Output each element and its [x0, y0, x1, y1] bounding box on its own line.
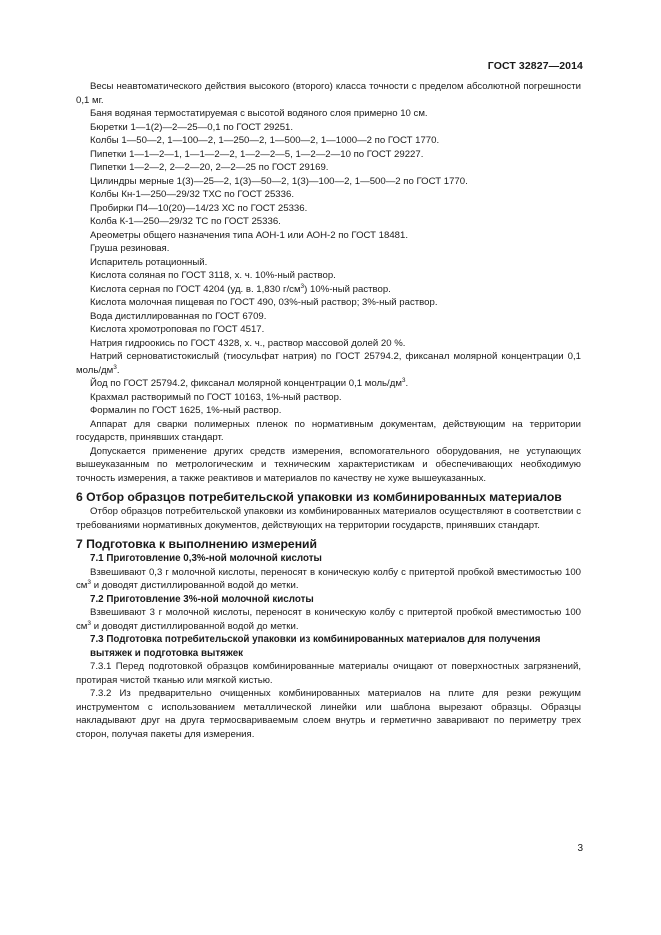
equipment-item: Кислота соляная по ГОСТ 3118, х. ч. 10%-ный раствор.: [90, 270, 336, 281]
equipment-item: Ареометры общего назначения типа АОН-1 или АОН-2 по ГОСТ 18481.: [90, 229, 409, 241]
equipment-item: Натрия гидроокись по ГОСТ 4328, х. ч., раствор массовой долей 20 %.: [90, 337, 406, 349]
subsection-7-2-title: 7.2 Приготовление 3%-ной молочной кислоты: [90, 593, 314, 605]
section-6-title: 6 Отбор образцов потребительской упаковки из комбинированных материалов: [76, 490, 562, 504]
equipment-item: Колба К-1—250—29/32 ТС по ГОСТ 25336.: [90, 216, 281, 227]
equipment-item: Пипетки 1—2—2, 2—2—20, 2—2—25 по ГОСТ 29169.: [90, 162, 329, 173]
document-header-id: ГОСТ 32827—2014: [487, 60, 583, 72]
equipment-item: Пипетки 1—1—2—1, 1—1—2—2, 1—2—2—5, 1—2—2—10 по ГОСТ 29227.: [90, 148, 424, 160]
equipment-item: Груша резиновая.: [90, 243, 170, 254]
equipment-item: Колбы 1—50—2, 1—100—2, 1—250—2, 1—500—2, 1—1000—2 по ГОСТ 1770.: [90, 135, 440, 146]
equipment-item: Вода дистиллированная по ГОСТ 6709.: [90, 310, 267, 322]
equipment-item: Кислота хромотроповая по ГОСТ 4517.: [90, 324, 265, 335]
subsection-7-3-2-text: 7.3.2 Из предварительно очищенных комбинированных материалов на плите для резки режущим инструментом с использованием металлической линейки или шаблона вырезают образцы. Образцы накладывают друг на друга термосвариваемым слоем внутрь и герметично заваривают по периметру трех сторон, получая пакеты для измерения.: [76, 688, 581, 740]
equipment-item: Бюретки 1—1(2)—2—25—0,1 по ГОСТ 29251.: [90, 121, 294, 133]
section-6-text: Отбор образцов потребительской упаковки из комбинированных материалов осуществляют в соответствии с требованиями нормативных документов, действующих на территории государств, принявших стандарт.: [76, 506, 581, 531]
subsection-7-1-text: Взвешивают 0,3 г молочной кислоты, переносят в коническую колбу с притертой пробкой вместимостью 100 $см^3$ и доводят дистиллированной водой до метки.: [76, 566, 581, 591]
equipment-item: Цилиндры мерные 1(3)—25—2, 1(3)—50—2, 1(3)—100—2, 1—500—2 по ГОСТ 1770.: [90, 175, 468, 187]
subsection-7-2-text: Взвешивают 3 г молочной кислоты, переносят в коническую колбу с притертой пробкой вместимостью 100 $см^3$ и доводят дистиллированной водой до метки.: [76, 607, 581, 632]
equipment-item-sulfuric-acid: Кислота серная по ГОСТ 4204 (уд. в. 1,830 $г/см^3$) 10%-ный раствор.: [90, 282, 391, 295]
equipment-item: Аппарат для сварки полимерных пленок по нормативным документам, действующим на территории государств, принявших стандарт.: [76, 418, 581, 443]
document-body: [76, 80, 581, 741]
equipment-item: Испаритель ротационный.: [90, 256, 208, 268]
page-number: 3: [577, 843, 583, 854]
equipment-item: Крахмал растворимый по ГОСТ 10163, 1%-ный раствор.: [90, 391, 342, 403]
equipment-item: Баня водяная термостатируемая с высотой водяного слоя примерно 10 см.: [90, 108, 428, 119]
equipment-item: Кислота молочная пищевая по ГОСТ 490, 03%-ный раствор; 3%-ный раствор.: [90, 297, 438, 308]
subsection-7-1-title: 7.1 Приготовление 0,3%-ной молочной кислоты: [90, 553, 322, 564]
subsection-7-3-title: 7.3 Подготовка потребительской упаковки из комбинированных материалов для получения вытяжек и подготовка вытяжек: [90, 634, 541, 659]
equipment-note: Допускается применение других средств измерения, вспомогательного оборудования, не уступающих вышеуказанным по метрологическим и техническим характеристикам и обеспечивающих необходимую точность измерения, а также реактивов и материалов по качеству не хуже вышеуказанных.: [76, 445, 581, 484]
equipment-item: Пробирки П4—10(20)—14/23 ХС по ГОСТ 25336.: [90, 202, 308, 214]
equipment-item: Формалин по ГОСТ 1625, 1%-ный раствор.: [90, 405, 282, 416]
equipment-item: Весы неавтоматического действия высокого (второго) класса точности с пределом абсолютной погрешности 0,1 мг.: [76, 81, 581, 106]
subsection-7-3-1-text: 7.3.1 Перед подготовкой образцов комбинированные материалы очищают от поверхностных загрязнений, протирая чистой тканью или мягкой кистью.: [76, 661, 581, 686]
equipment-item-iodine: Йод по ГОСТ 25794.2, фиксанал молярной концентрации 0,1 моль/$дм^3$.: [90, 377, 409, 389]
section-7-title: 7 Подготовка к выполнению измерений: [76, 537, 318, 551]
equipment-item: Колбы Кн-1—250—29/32 ТХС по ГОСТ 25336.: [90, 189, 294, 200]
equipment-item-thiosulfate: Натрий серноватистокислый (тиосульфат натрия) по ГОСТ 25794.2, фиксанал молярной концентрации 0,1 моль/$дм^3$.: [76, 351, 581, 376]
